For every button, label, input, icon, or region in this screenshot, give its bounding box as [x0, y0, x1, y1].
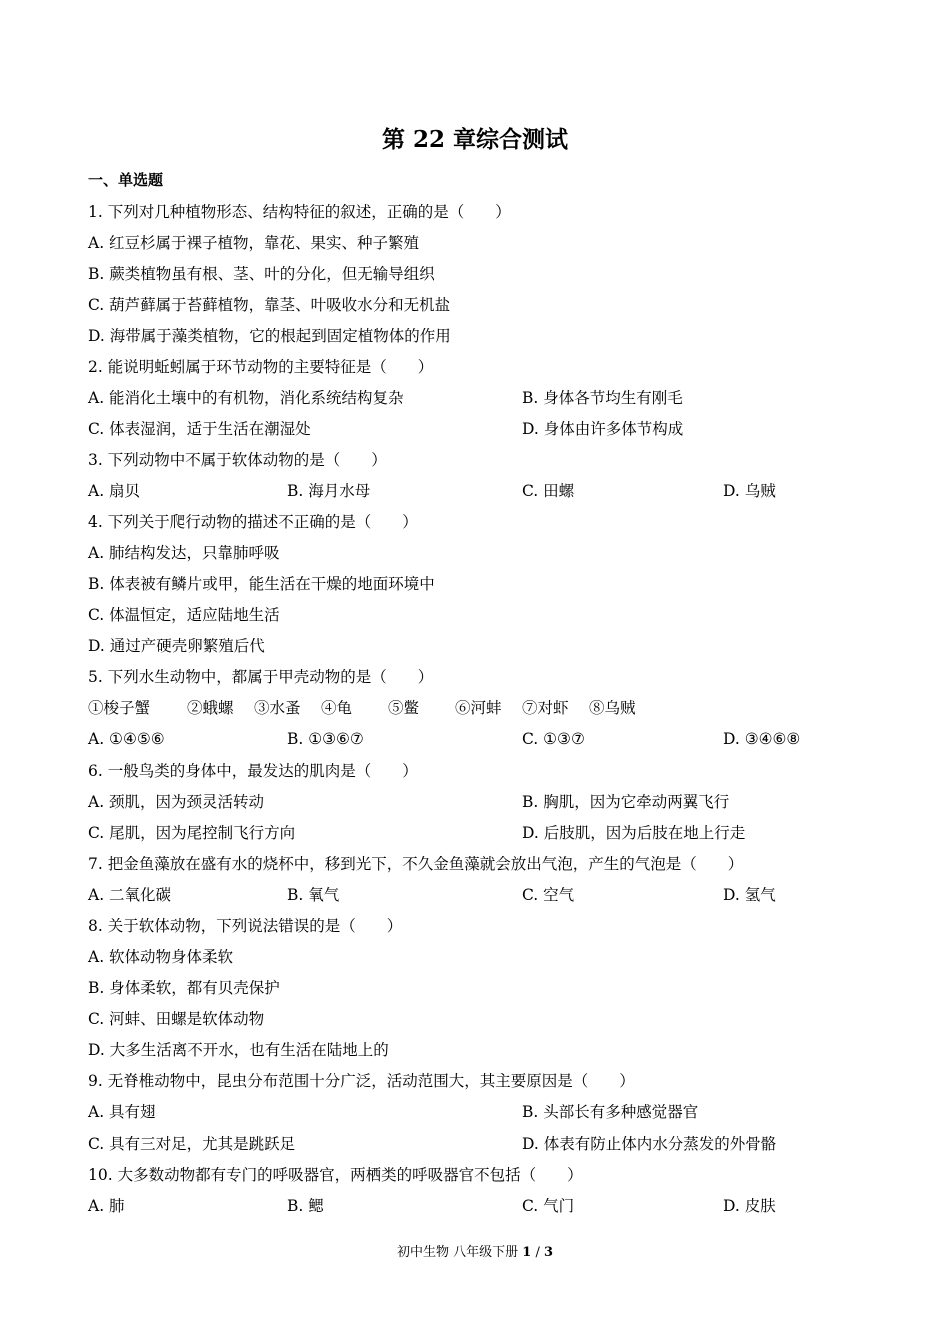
question-7-option-d: D. 氢气	[723, 886, 776, 904]
question-9-stem: 9. 无脊椎动物中，昆虫分布范围十分广泛，活动范围大，其主要原因是（ ）	[88, 1072, 635, 1090]
question-5-option-c: C. ①③⑦	[522, 730, 585, 748]
question-2-option-d: D. 身体由许多体节构成	[522, 420, 684, 438]
question-10-option-d: D. 皮肤	[723, 1197, 776, 1215]
question-5-option-b: B. ①③⑥⑦	[287, 730, 364, 748]
question-7-option-a: A. 二氧化碳	[88, 886, 172, 904]
question-4-option-d: D. 通过产硬壳卵繁殖后代	[88, 637, 265, 655]
question-8-option-a: A. 软体动物身体柔软	[88, 948, 234, 966]
question-6-option-d: D. 后肢肌，因为后肢在地上行走	[522, 824, 746, 842]
question-7-option-b: B. 氧气	[287, 886, 340, 904]
question-5-item: ⑧乌贼	[589, 699, 636, 717]
question-5-item: ④龟	[321, 699, 353, 717]
question-5-item: ①梭子蟹	[88, 699, 151, 717]
question-10-option-c: C. 气门	[522, 1197, 575, 1215]
question-8-option-c: C. 河蚌、田螺是软体动物	[88, 1010, 265, 1028]
question-5-item: ⑥河蚌	[455, 699, 502, 717]
question-4-option-b: B. 体表被有鳞片或甲，能生活在干燥的地面环境中	[88, 575, 435, 593]
page-title: 第 22 章综合测试	[381, 126, 569, 153]
question-7-option-c: C. 空气	[522, 886, 575, 904]
page-number-separator: /	[535, 1245, 540, 1260]
question-9-option-b: B. 头部长有多种感觉器官	[522, 1103, 699, 1121]
question-10-stem: 10. 大多数动物都有专门的呼吸器官，两栖类的呼吸器官不包括（ ）	[88, 1166, 583, 1184]
question-10-option-a: A. 肺	[88, 1197, 125, 1215]
page-footer	[0, 1243, 950, 1263]
question-1-stem: 1. 下列对几种植物形态、结构特征的叙述，正确的是（ ）	[88, 203, 511, 221]
question-5-item: ⑦对虾	[522, 699, 569, 717]
question-5-stem: 5. 下列水生动物中，都属于甲壳动物的是（ ）	[88, 668, 434, 686]
question-6-option-b: B. 胸肌，因为它牵动两翼飞行	[522, 793, 730, 811]
question-6-stem: 6. 一般鸟类的身体中，最发达的肌肉是（ ）	[88, 762, 418, 780]
question-3-option-a: A. 扇贝	[88, 482, 141, 500]
question-3-option-b: B. 海月水母	[287, 482, 371, 500]
question-8-stem: 8. 关于软体动物，下列说法错误的是（ ）	[88, 917, 403, 935]
footer-text: 初中生物 八年级下册	[396, 1245, 519, 1260]
question-5-item: ②蛾螺	[187, 699, 234, 717]
question-1-option-d: D. 海带属于藻类植物，它的根起到固定植物体的作用	[88, 327, 451, 345]
question-8-option-d: D. 大多生活离不开水，也有生活在陆地上的	[88, 1041, 389, 1059]
question-6-option-a: A. 颈肌，因为颈灵活转动	[88, 793, 265, 811]
question-10-option-b: B. 鳃	[287, 1197, 324, 1215]
question-1-option-c: C. 葫芦藓属于苔藓植物，靠茎、叶吸收水分和无机盐	[88, 296, 451, 314]
question-4-option-a: A. 肺结构发达，只靠肺呼吸	[88, 544, 280, 562]
question-3-option-c: C. 田螺	[522, 482, 575, 500]
question-3-stem: 3. 下列动物中不属于软体动物的是（ ）	[88, 451, 387, 469]
question-5-item: ⑤鳖	[388, 699, 420, 717]
question-6-option-c: C. 尾肌，因为尾控制飞行方向	[88, 824, 296, 842]
page-number-total: 3	[543, 1245, 554, 1260]
question-4-stem: 4. 下列关于爬行动物的描述不正确的是（ ）	[88, 513, 418, 531]
question-8-option-b: B. 身体柔软，都有贝壳保护	[88, 979, 280, 997]
question-9-option-d: D. 体表有防止体内水分蒸发的外骨骼	[522, 1135, 777, 1153]
question-5-item: ③水蚤	[254, 699, 301, 717]
section-heading: 一、单选题	[88, 171, 164, 189]
question-2-option-a: A. 能消化土壤中的有机物，消化系统结构复杂	[88, 389, 404, 407]
question-2-stem: 2. 能说明蚯蚓属于环节动物的主要特征是（ ）	[88, 358, 434, 376]
question-2-option-c: C. 体表湿润，适于生活在潮湿处	[88, 420, 311, 438]
question-4-option-c: C. 体温恒定，适应陆地生活	[88, 606, 280, 624]
question-9-option-a: A. 具有翅	[88, 1103, 156, 1121]
page-number-current: 1	[522, 1245, 532, 1260]
question-2-option-b: B. 身体各节均生有刚毛	[522, 389, 683, 407]
question-9-option-c: C. 具有三对足，尤其是跳跃足	[88, 1135, 296, 1153]
question-5-option-d: D. ③④⑥⑧	[723, 730, 801, 748]
question-5-option-a: A. ①④⑤⑥	[88, 730, 165, 748]
question-1-option-a: A. 红豆杉属于裸子植物，靠花、果实、种子繁殖	[88, 234, 420, 252]
question-7-stem: 7. 把金鱼藻放在盛有水的烧杯中，移到光下，不久金鱼藻就会放出气泡，产生的气泡是（ ）	[88, 855, 744, 873]
question-3-option-d: D. 乌贼	[723, 482, 776, 500]
question-1-option-b: B. 蕨类植物虽有根、茎、叶的分化，但无输导组织	[88, 265, 435, 283]
